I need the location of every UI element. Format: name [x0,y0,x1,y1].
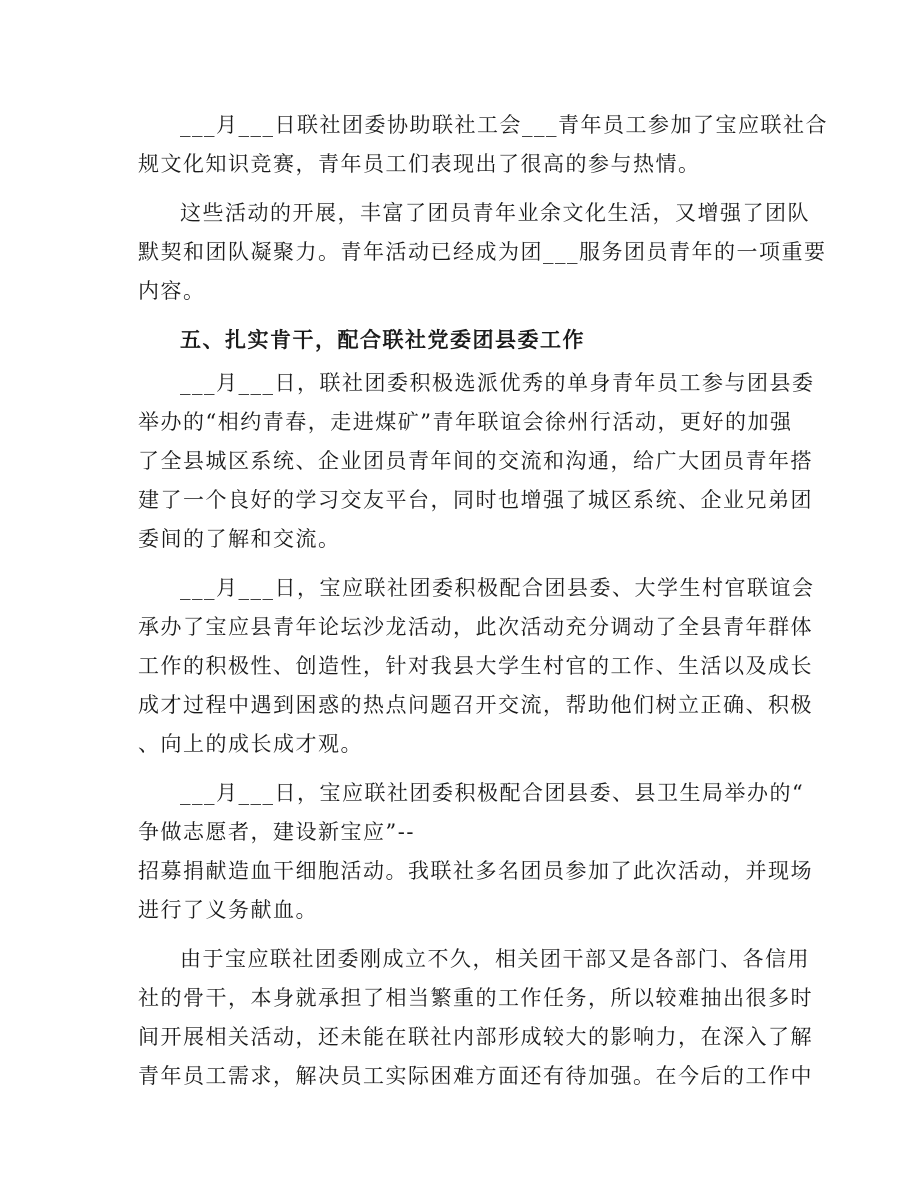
paragraph-volunteer [138,774,813,930]
text-line: 建了一个良好的学习交友平台，同时也增强了城区系统、企业兄弟团 [138,488,813,512]
paragraph-youth-forum [138,569,815,764]
text-line: 默契和团队凝聚力。青年活动已经成为团___服务团员青年的一项重要 [138,240,827,264]
text-line: 青年员工需求，解决员工实际困难方面还有待加强。在今后的工作中 [138,1064,813,1088]
paragraph-youth-mixer [138,364,815,559]
document-page [138,106,828,1096]
text-line: 间开展相关活动，还未能在联社内部形成较大的影响力，在深入了解 [138,1025,813,1049]
section-heading [138,321,784,360]
paragraph-activities-summary [138,194,827,311]
text-line: 工作的积极性、创造性，针对我县大学生村官的工作、生活以及成长 [138,654,813,678]
text-line: 由于宝应联社团委刚成立不久，相关团干部又是各部门、各信用 [180,947,810,971]
text-line: 规文化知识竞赛，青年员工们表现出了很高的参与热情。 [138,152,701,176]
text-line: 委间的了解和交流。 [138,527,341,551]
text-line: 社的骨干，本身就承担了相当繁重的工作任务，所以较难抽出很多时 [138,986,813,1010]
paragraph-shortcomings [138,940,813,1096]
paragraph-competition [138,106,828,184]
text-line: 招募捐献造血干细胞活动。我联社多名团员参加了此次活动，并现场 [138,859,813,883]
text-line: ___月___日联社团委协助联社工会___青年员工参加了宝应联社合 [180,113,828,137]
text-line: 、向上的成长成才观。 [138,732,363,756]
text-line: 成才过程中遇到困惑的热点问题召开交流，帮助他们树立正确、积极 [138,693,813,717]
text-line: 进行了义务献血。 [138,898,318,922]
text-line: 承办了宝应县青年论坛沙龙活动，此次活动充分调动了全县青年群体 [138,615,813,639]
text-line: ___月___日，联社团委积极选派优秀的单身青年员工参与团县委 [180,371,815,395]
text-line: 了全县城区系统、企业团员青年间的交流和沟通，给广大团员青年搭 [138,449,813,473]
text-line: 这些活动的开展，丰富了团员青年业余文化生活，又增强了团队 [180,201,810,225]
heading-text: 五、扎实肯干，配合联社党委团县委工作 [180,328,585,352]
text-line: ___月___日，宝应联社团委积极配合团县委、县卫生局举办的“ [180,781,805,805]
text-line: ___月___日，宝应联社团委积极配合团县委、大学生村官联谊会 [180,576,815,600]
text-line: 举办的“相约青春，走进煤矿”青年联谊会徐州行活动，更好的加强 [138,410,793,434]
text-line: 内容。 [138,279,206,303]
text-line: 争做志愿者，建设新宝应”-- [138,820,415,844]
